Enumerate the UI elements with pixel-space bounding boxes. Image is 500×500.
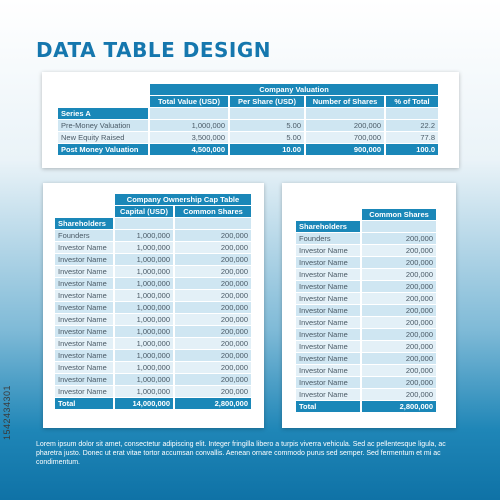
shares-cell: 200,000 <box>362 329 436 340</box>
table-row <box>296 317 436 328</box>
valuation-table <box>56 83 440 156</box>
shareholder-name: Investor Name <box>296 257 360 268</box>
shares-cell: 200,000 <box>175 338 251 349</box>
cap-table-caption: Company Ownership Cap Table <box>115 194 251 205</box>
table-row <box>55 254 251 265</box>
shares-cell: 200,000 <box>362 317 436 328</box>
shareholder-name: Investor Name <box>296 305 360 316</box>
shareholder-name: Investor Name <box>296 281 360 292</box>
shareholder-name: Investor Name <box>55 374 113 385</box>
shares-cell: 200,000 <box>175 278 251 289</box>
shares-cell: 200,000 <box>362 353 436 364</box>
shareholder-name: Investor Name <box>296 329 360 340</box>
shares-cell: 200,000 <box>175 350 251 361</box>
cell: 1,000,000 <box>150 120 228 131</box>
table-row <box>58 132 438 143</box>
total-row <box>296 401 436 412</box>
shares-cell: 200,000 <box>175 230 251 241</box>
shareholder-name: Investor Name <box>296 245 360 256</box>
stock-id: 1542434301 <box>2 384 12 440</box>
table-row <box>296 389 436 400</box>
shareholder-name: Investor Name <box>55 362 113 373</box>
cell: 4,500,000 <box>150 144 228 155</box>
cap-table <box>53 193 253 410</box>
shares-cell: 200,000 <box>175 254 251 265</box>
table-row <box>296 293 436 304</box>
cell: 900,000 <box>306 144 384 155</box>
column-header: % of Total <box>386 96 438 107</box>
capital-cell: 1,000,000 <box>115 386 173 397</box>
shares-cell: 200,000 <box>362 377 436 388</box>
total-row <box>55 398 251 409</box>
shares-cell: 200,000 <box>362 389 436 400</box>
shares-cell: 200,000 <box>175 266 251 277</box>
total-label: Post Money Valuation <box>58 144 148 155</box>
row-label: New Equity Raised <box>58 132 148 143</box>
table-row <box>296 353 436 364</box>
shareholder-name: Investor Name <box>55 278 113 289</box>
shares-cell: 200,000 <box>362 281 436 292</box>
column-header: Capital (USD) <box>115 206 173 217</box>
row-label: Pre-Money Valuation <box>58 120 148 131</box>
shareholder-name: Investor Name <box>55 254 113 265</box>
shareholder-name: Investor Name <box>296 341 360 352</box>
shares-table <box>294 208 438 413</box>
shareholder-name: Investor Name <box>55 266 113 277</box>
shares-cell: 200,000 <box>175 290 251 301</box>
column-header: Per Share (USD) <box>230 96 304 107</box>
cell: 100.0 <box>386 144 438 155</box>
table-row <box>296 269 436 280</box>
table-row <box>55 386 251 397</box>
cell: 22.2 <box>386 120 438 131</box>
table-row <box>55 350 251 361</box>
table-row <box>296 257 436 268</box>
table-row <box>55 278 251 289</box>
shares-cell: 200,000 <box>175 374 251 385</box>
table-row <box>296 365 436 376</box>
shareholder-name: Investor Name <box>55 302 113 313</box>
shareholder-name: Investor Name <box>55 326 113 337</box>
shares-cell: 200,000 <box>362 269 436 280</box>
table-row <box>55 362 251 373</box>
table-row <box>296 233 436 244</box>
table-row <box>55 326 251 337</box>
capital-cell: 1,000,000 <box>115 326 173 337</box>
capital-cell: 1,000,000 <box>115 374 173 385</box>
total-label: Total <box>296 401 360 412</box>
shares-cell: 200,000 <box>175 362 251 373</box>
column-header: Common Shares <box>175 206 251 217</box>
shares-cell: 200,000 <box>362 233 436 244</box>
table-row <box>296 329 436 340</box>
capital-cell: 1,000,000 <box>115 278 173 289</box>
capital-cell: 1,000,000 <box>115 266 173 277</box>
shareholder-name: Investor Name <box>296 269 360 280</box>
total-capital: 14,000,000 <box>115 398 173 409</box>
table-row <box>296 281 436 292</box>
table-row <box>296 341 436 352</box>
cell: 77.8 <box>386 132 438 143</box>
shares-cell: 200,000 <box>175 314 251 325</box>
table-row <box>55 242 251 253</box>
table-row <box>58 120 438 131</box>
section-label: Series A <box>58 108 148 119</box>
shares-cell: 200,000 <box>175 302 251 313</box>
row-header: Shareholders <box>296 221 360 232</box>
capital-cell: 1,000,000 <box>115 230 173 241</box>
footer-text: Lorem ipsum dolor sit amet, consectetur adipiscing elit. Integer fringilla libero a turpis viverra vehicula. Sed ac pellentesque ligula, ac pharetra justo. Donec ut erat vitae tortor accumsan convallis. Aenean ornare commodo purus sed semper. Sed fermentum et mi ac condimentum. <box>36 441 446 466</box>
shares-cell: 200,000 <box>175 242 251 253</box>
table-row <box>55 302 251 313</box>
total-row <box>58 144 438 155</box>
capital-cell: 1,000,000 <box>115 254 173 265</box>
shares-cell: 200,000 <box>362 365 436 376</box>
cap-table-card <box>43 183 264 428</box>
cell: 10.00 <box>230 144 304 155</box>
cell: 200,000 <box>306 120 384 131</box>
column-header: Number of Shares <box>306 96 384 107</box>
capital-cell: 1,000,000 <box>115 350 173 361</box>
shareholder-name: Investor Name <box>296 365 360 376</box>
table-row <box>55 230 251 241</box>
shareholder-name: Founders <box>55 230 113 241</box>
shareholder-name: Investor Name <box>296 353 360 364</box>
shares-cell: 200,000 <box>362 257 436 268</box>
table-row <box>55 314 251 325</box>
column-header: Total Value (USD) <box>150 96 228 107</box>
table-row <box>55 374 251 385</box>
shareholder-name: Investor Name <box>296 389 360 400</box>
capital-cell: 1,000,000 <box>115 338 173 349</box>
shareholder-name: Investor Name <box>55 242 113 253</box>
cell: 5.00 <box>230 132 304 143</box>
shareholder-name: Investor Name <box>55 350 113 361</box>
capital-cell: 1,000,000 <box>115 290 173 301</box>
shareholder-name: Founders <box>296 233 360 244</box>
total-shares: 2,800,000 <box>362 401 436 412</box>
shares-table-card <box>282 183 456 428</box>
table-row <box>55 338 251 349</box>
shareholder-name: Investor Name <box>296 377 360 388</box>
table-row <box>55 290 251 301</box>
shareholder-name: Investor Name <box>296 317 360 328</box>
page-title: DATA TABLE DESIGN <box>36 38 272 62</box>
shareholder-name: Investor Name <box>55 314 113 325</box>
capital-cell: 1,000,000 <box>115 302 173 313</box>
column-header: Common Shares <box>362 209 436 220</box>
total-shares: 2,800,000 <box>175 398 251 409</box>
shares-cell: 200,000 <box>362 293 436 304</box>
table-row <box>296 245 436 256</box>
table-row <box>296 377 436 388</box>
total-label: Total <box>55 398 113 409</box>
shares-cell: 200,000 <box>175 326 251 337</box>
cell: 5.00 <box>230 120 304 131</box>
table-row <box>296 305 436 316</box>
valuation-card <box>42 72 459 168</box>
shareholder-name: Investor Name <box>55 386 113 397</box>
shareholder-name: Investor Name <box>296 293 360 304</box>
capital-cell: 1,000,000 <box>115 362 173 373</box>
shareholder-name: Investor Name <box>55 290 113 301</box>
table-row <box>55 266 251 277</box>
valuation-caption: Company Valuation <box>150 84 438 95</box>
shares-cell: 200,000 <box>175 386 251 397</box>
shares-cell: 200,000 <box>362 305 436 316</box>
cell: 3,500,000 <box>150 132 228 143</box>
row-header: Shareholders <box>55 218 113 229</box>
cell: 700,000 <box>306 132 384 143</box>
shares-cell: 200,000 <box>362 245 436 256</box>
shares-cell: 200,000 <box>362 341 436 352</box>
capital-cell: 1,000,000 <box>115 314 173 325</box>
shareholder-name: Investor Name <box>55 338 113 349</box>
capital-cell: 1,000,000 <box>115 242 173 253</box>
